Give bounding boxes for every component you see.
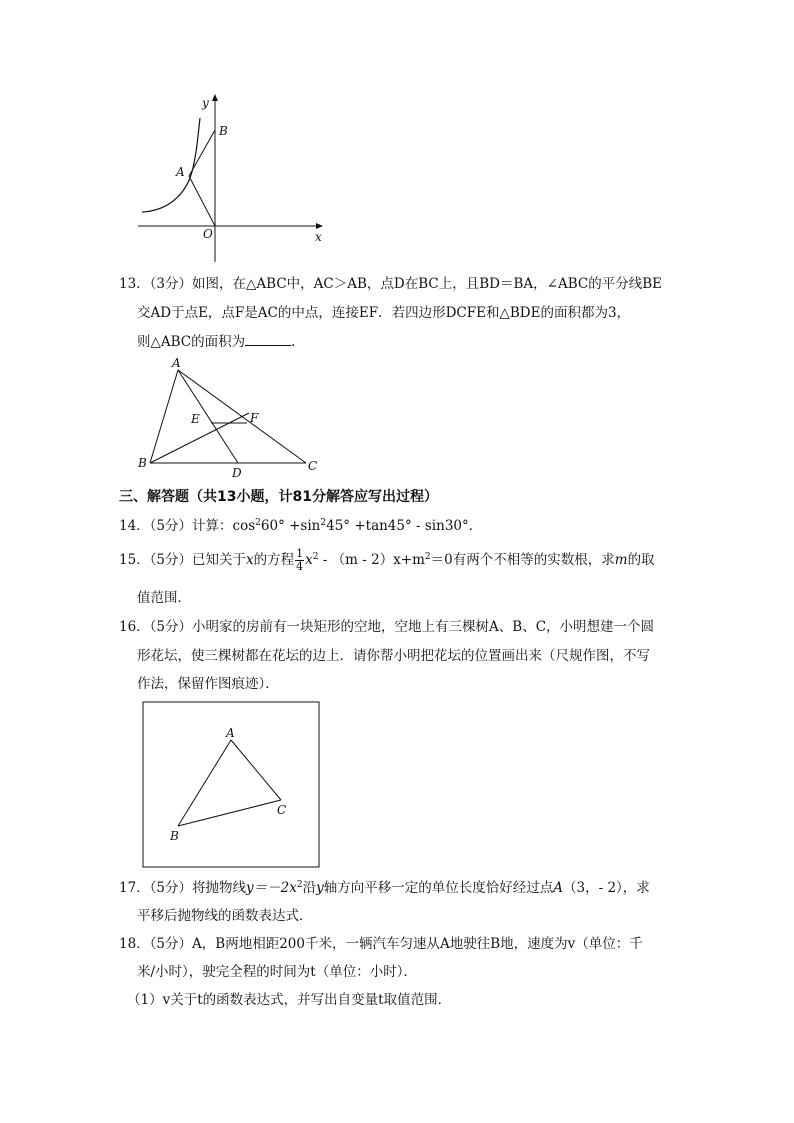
label-b: B: [138, 456, 147, 470]
q17-text-a: 将抛物线: [192, 880, 247, 896]
q16-text-line2: 形花坛，使三棵树都在花坛的边上．请你帮小明把花坛的位置画出来（尺规作图，不写: [137, 648, 650, 664]
label-c: C: [308, 459, 318, 473]
hyperbola-curve: [142, 118, 200, 212]
q15-exp-1: 2: [312, 552, 319, 562]
label-a: A: [176, 165, 185, 179]
q15-var-m: m: [614, 552, 628, 568]
q15-text-e: ＝0有两个不相等的实数根，求: [430, 552, 615, 568]
figure-q16-yard: [140, 700, 322, 870]
q15-text-d: - （m - 2）x+m: [318, 552, 425, 568]
q15-var-x: x: [246, 552, 254, 568]
figure-q13-triangle: [130, 355, 330, 480]
q17-exp: 2: [296, 880, 303, 890]
q14-number: 14．（5分）: [119, 518, 193, 534]
y-axis-arrow: [212, 94, 218, 101]
q18-text-line3: （1）v关于t的函数表达式，并写出自变量t取值范围．: [127, 992, 452, 1008]
q15-text-line2: 值范围．: [137, 590, 191, 606]
segment-ab: [150, 370, 178, 463]
q16-text-line1: 小明家的房前有一块矩形的空地，空地上有三棵树A、B、C，小明想建一个圆: [192, 619, 655, 635]
q15-text-c: x: [305, 552, 313, 568]
q15-text-f: 的取: [627, 552, 655, 568]
label-d: D: [232, 466, 242, 480]
segment-ab: [178, 740, 231, 826]
q18-number: 18．（5分）: [119, 936, 193, 952]
label-b: B: [219, 124, 228, 138]
q13-text-line3: 则△ABC的面积为: [137, 334, 246, 350]
q17-point-a: A: [553, 880, 563, 896]
q13-line3: [137, 331, 305, 352]
q13-text-line1: 如图，在△ABC中，AC＞AB，点D在BC上，且BD＝BA，∠ABC的平分线BE: [192, 276, 662, 292]
q15-line1: [119, 548, 655, 573]
label-a: A: [172, 356, 181, 370]
label-a: A: [226, 726, 235, 740]
q17-number: 17．（5分）: [119, 880, 193, 896]
q13-text-line2: 交AD于点E，点F是AC的中点，连接EF．若四边形DCFE和△BDE的面积都为3，: [137, 305, 631, 321]
q13-line1: [119, 274, 662, 294]
q15-exp-2: 2: [424, 552, 431, 562]
q14-exp-1: 2: [255, 518, 261, 528]
q15-text-a: 已知关于: [192, 552, 247, 568]
q18-text-line1: A，B两地相距200千米，一辆汽车匀速从A地驶往B地，速度为v（单位：千: [192, 936, 643, 952]
q17-text-c: 轴方向平移一定的单位长度恰好经过点: [323, 880, 554, 896]
label-y: y: [202, 96, 209, 110]
q14-text-a: 计算：cos: [192, 518, 256, 534]
section-heading: 三、解答题（共13小题，计81分解答应写出过程）: [119, 489, 438, 505]
q17-line1: [119, 878, 650, 898]
q16-line1: [119, 617, 654, 637]
segment-ab: [189, 130, 215, 176]
fraction-numerator: 1: [296, 547, 304, 560]
q14-text-c: 45° +tan45° - sin30°．: [326, 518, 483, 534]
x-axis-arrow: [316, 223, 323, 229]
fraction-one-quarter: [295, 548, 304, 573]
q15-text-b: 的方程: [253, 552, 295, 568]
answer-blank[interactable]: [245, 331, 291, 346]
label-o: O: [203, 227, 213, 241]
q15-number: 15．（5分）: [119, 552, 193, 568]
q14-text-b: 60° +sin: [260, 518, 321, 534]
q17-text-d: （3，- 2），求: [563, 880, 650, 896]
label-b: B: [170, 829, 179, 843]
segment-ad: [178, 370, 238, 463]
q17-text-line2: 平移后抛物线的函数表达式．: [137, 908, 313, 924]
q17-var-y: y: [316, 880, 324, 896]
q13-number: 13．（3分）: [119, 276, 193, 292]
q18-line1: [119, 934, 643, 954]
fraction-denominator: 4: [296, 560, 304, 573]
q17-text-b: 沿: [302, 880, 317, 896]
label-c: C: [277, 803, 287, 817]
figure-q12-graph: [130, 90, 340, 270]
segment-bc: [178, 800, 281, 826]
q18-text-line2: 米/小时），驶完全程的时间为t（单位：小时）．: [137, 964, 417, 980]
q16-number: 16．（5分）: [119, 619, 193, 635]
q16-text-line3: 作法，保留作图痕迹）．: [137, 676, 279, 692]
q17-formula: y＝－2x: [246, 880, 297, 896]
q14-exp-2: 2: [320, 518, 327, 528]
segment-ac: [231, 740, 281, 800]
label-f: F: [250, 411, 259, 425]
q13-period: ．: [291, 334, 305, 350]
segment-oa: [189, 176, 215, 226]
label-e: E: [191, 412, 200, 426]
q14-line: [119, 516, 482, 536]
label-x: x: [315, 230, 322, 244]
